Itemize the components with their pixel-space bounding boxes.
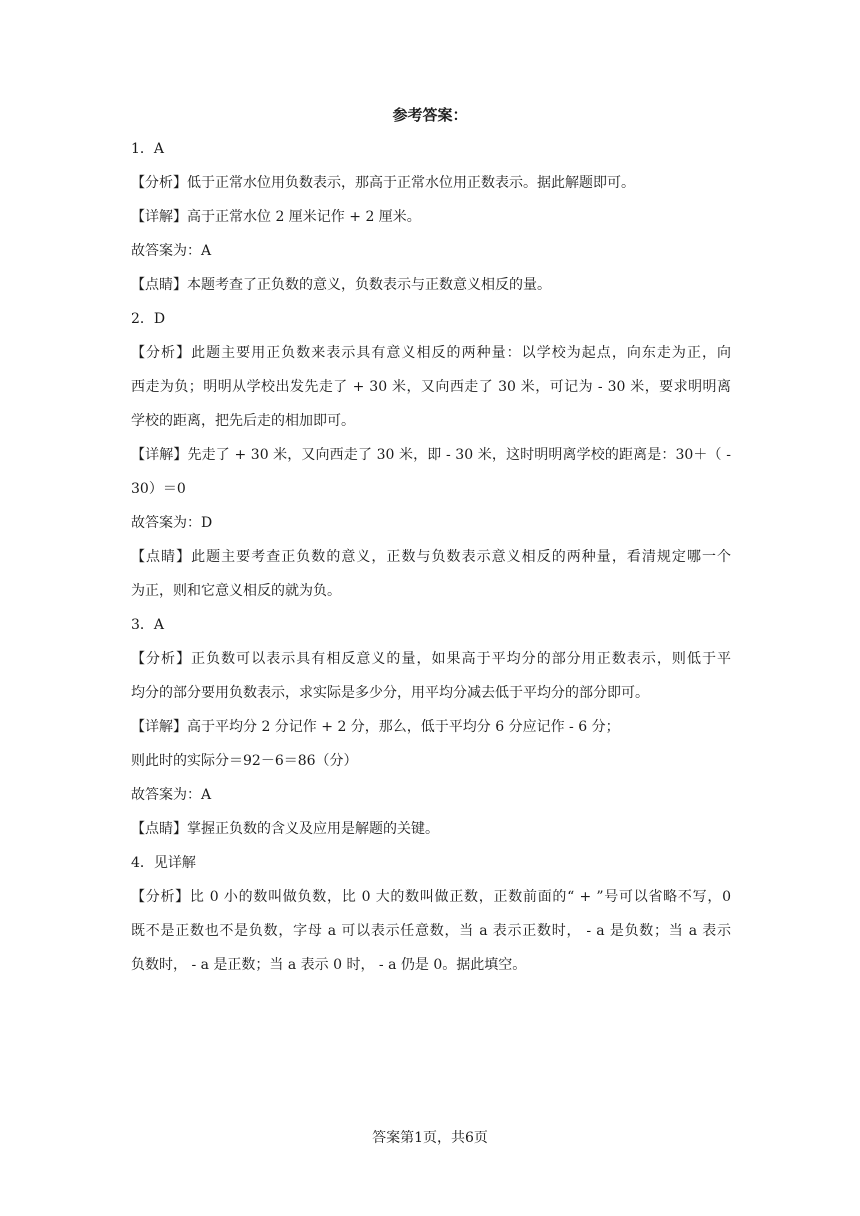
q1-comment: 【点睛】本题考查了正负数的意义，负数表示与正数意义相反的量。 (131, 277, 551, 293)
q2-conclusion: 故答案为：D (131, 515, 213, 531)
q4-analysis-line1: 【分析】比 0 小的数叫做负数，比 0 大的数叫做正数，正数前面的“ + ”号可以省略不写，0 (131, 889, 731, 905)
answer-content (131, 132, 731, 982)
q1-analysis: 【分析】低于正常水位用负数表示，那高于正常水位用正数表示。据此解题即可。 (131, 175, 635, 191)
q2-analysis-line2: 西走为负；明明从学校出发先走了 + 30 米，又向西走了 30 米，可记为 - 30 米，要求明明离 (131, 379, 731, 395)
q3-analysis-line2: 均分的部分要用负数表示，求实际是多少分，用平均分减去低于平均分的部分即可。 (131, 685, 649, 701)
q3-detail-line1: 【详解】高于平均分 2 分记作 + 2 分，那么，低于平均分 6 分应记作 - 6 分； (131, 719, 620, 735)
q4-analysis-line3: 负数时， - a 是正数；当 a 表示 0 时， - a 仍是 0。据此填空。 (131, 957, 527, 973)
page-title: 参考答案： (392, 106, 468, 124)
q3-detail-line2: 则此时的实际分＝92－6＝86（分） (131, 753, 358, 769)
q3-comment: 【点睛】掌握正负数的含义及应用是解题的关键。 (131, 821, 439, 837)
q3-conclusion: 故答案为：A (131, 787, 212, 803)
q1-conclusion: 故答案为：A (131, 243, 212, 259)
page-footer: 答案第1页，共6页 (372, 1130, 488, 1146)
q1-detail: 【详解】高于正常水位 2 厘米记作 + 2 厘米。 (131, 209, 421, 225)
q2-analysis-line1: 【分析】此题主要用正负数来表示具有意义相反的两种量：以学校为起点，向东走为正，向 (131, 345, 731, 361)
q2-detail-line1: 【详解】先走了 + 30 米，又向西走了 30 米，即 - 30 米，这时明明离学校的距离是：30＋（ - (131, 447, 731, 463)
q3-analysis-line1: 【分析】正负数可以表示具有相反意义的量，如果高于平均分的部分用正数表示，则低于平 (131, 651, 731, 667)
q2-answer: 2．D (131, 311, 166, 327)
q2-comment-line1: 【点睛】此题主要考查正负数的意义，正数与负数表示意义相反的两种量，看清规定哪一个 (131, 549, 731, 565)
q4-analysis-line2: 既不是正数也不是负数，字母 a 可以表示任意数，当 a 表示正数时， - a 是负数；当 a 表示 (131, 923, 731, 939)
q2-analysis-line3: 学校的距离，把先后走的相加即可。 (131, 413, 355, 429)
q4-answer: 4．见详解 (131, 855, 196, 871)
q2-comment-line2: 为正，则和它意义相反的就为负。 (131, 583, 341, 599)
q1-answer: 1．A (131, 141, 165, 157)
q3-answer: 3．A (131, 617, 165, 633)
q2-detail-line2: 30）＝0 (131, 481, 186, 497)
